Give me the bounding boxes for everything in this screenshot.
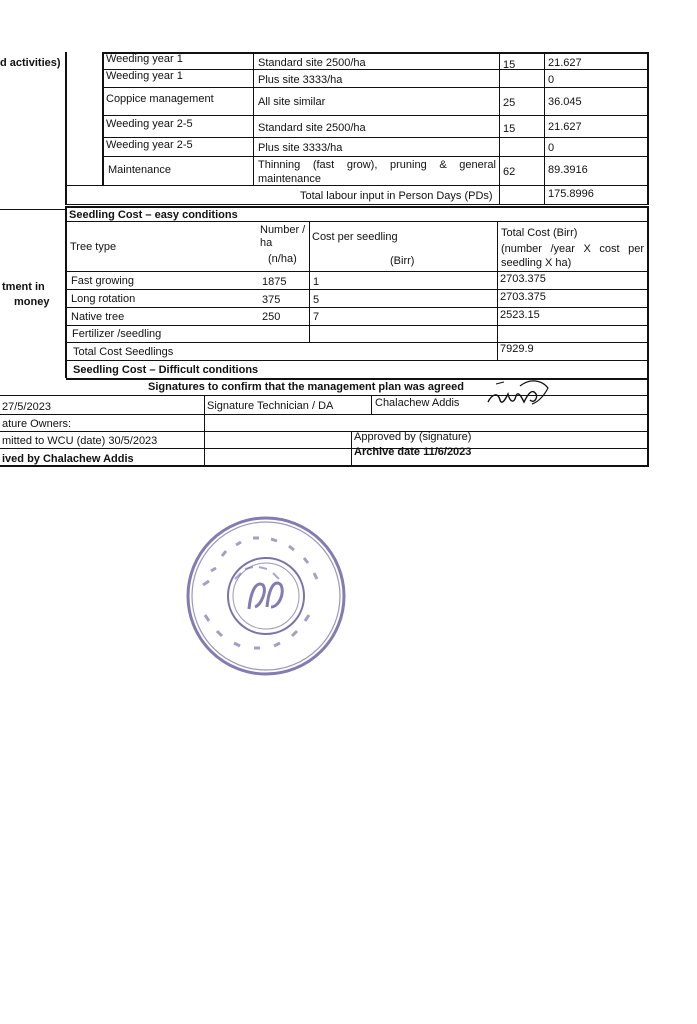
header-number: Number / [260, 224, 306, 236]
activity-cell: Maintenance [108, 164, 171, 176]
number-cell: 1875 [262, 276, 287, 288]
value-cell: 89.3916 [548, 164, 588, 176]
days-cell: 15 [503, 123, 516, 135]
activities-label: d activities) [0, 57, 61, 69]
description-cell: Standard site 2500/ha [258, 122, 366, 134]
handwritten-signature [482, 376, 554, 410]
description-cell: Standard site 2500/ha [258, 57, 366, 69]
value-cell: 21.627 [548, 57, 582, 69]
investment-label-2: money [14, 296, 50, 308]
description-cell-line2: maintenance [258, 173, 321, 185]
activity-cell: Weeding year 1 [106, 70, 183, 82]
value-cell: 0 [548, 74, 555, 86]
activity-cell: Coppice management [106, 93, 214, 105]
description-cell: Plus site 3333/ha [258, 142, 343, 154]
value-cell: 36.045 [548, 96, 582, 108]
activity-cell: Weeding year 1 [106, 53, 183, 65]
header-total-3: seedling X ha) [501, 257, 572, 269]
header-cost: Cost per seedling [312, 231, 398, 243]
number-cell: 375 [262, 294, 281, 306]
technician-name: Chalachew Addis [375, 397, 460, 409]
days-cell: 62 [503, 166, 516, 178]
seedling-difficult-title: Seedling Cost – Difficult conditions [73, 364, 259, 376]
description-cell: All site similar [258, 96, 326, 108]
header-tree-type: Tree type [70, 241, 117, 253]
total-cell: 2703.375 [500, 291, 546, 303]
labour-total-value: 175.8996 [548, 188, 594, 200]
technician-label: Signature Technician / DA [207, 400, 334, 412]
seedling-easy-title: Seedling Cost – easy conditions [69, 209, 238, 221]
tree-type-cell: Native tree [71, 311, 125, 323]
investment-label: tment in [2, 281, 45, 293]
cost-cell: 5 [313, 294, 320, 306]
cost-cell: 1 [313, 276, 320, 288]
cost-cell: 7 [313, 311, 320, 323]
seedling-total-label: Total Cost Seedlings [73, 346, 174, 358]
days-cell: 15 [503, 59, 516, 71]
owners-label: ature Owners: [2, 418, 72, 430]
submitted-label: mitted to WCU (date) 30/5/2023 [2, 435, 158, 447]
header-cost-2: (Birr) [390, 255, 415, 267]
value-cell: 0 [548, 142, 555, 154]
description-cell: Thinning (fast grow), pruning & general [258, 159, 496, 171]
signature-date: 27/5/2023 [2, 401, 51, 413]
official-stamp [183, 515, 349, 677]
section-divider [0, 209, 66, 210]
received-label: ived by Chalachew Addis [2, 453, 134, 465]
signatures-title: Signatures to confirm that the management plan was agreed [148, 381, 465, 393]
total-cell: 2703.375 [500, 273, 546, 285]
activity-cell: Weeding year 2-5 [106, 118, 193, 130]
tree-type-cell: Long rotation [71, 293, 136, 305]
total-cell: 2523.15 [500, 309, 540, 321]
fertilizer-label: Fertilizer /seedling [72, 328, 162, 340]
number-cell: 250 [262, 311, 281, 323]
value-cell: 21.627 [548, 121, 582, 133]
seedling-total-value: 7929.9 [500, 343, 534, 355]
archive-label: Archive date 11/6/2023 [354, 446, 472, 458]
approved-label: Approved by (signature) [354, 431, 472, 443]
header-number-2: ha [260, 237, 273, 249]
header-total: Total Cost (Birr) [501, 227, 578, 239]
tree-type-cell: Fast growing [71, 275, 134, 287]
activity-cell: Weeding year 2-5 [106, 139, 193, 151]
description-cell: Plus site 3333/ha [258, 74, 343, 86]
days-cell: 25 [503, 97, 516, 109]
header-number-3: (n/ha) [268, 253, 297, 265]
labour-total-label: Total labour input in Person Days (PDs) [300, 190, 493, 202]
header-total-2: (number /year X cost per [501, 243, 644, 255]
